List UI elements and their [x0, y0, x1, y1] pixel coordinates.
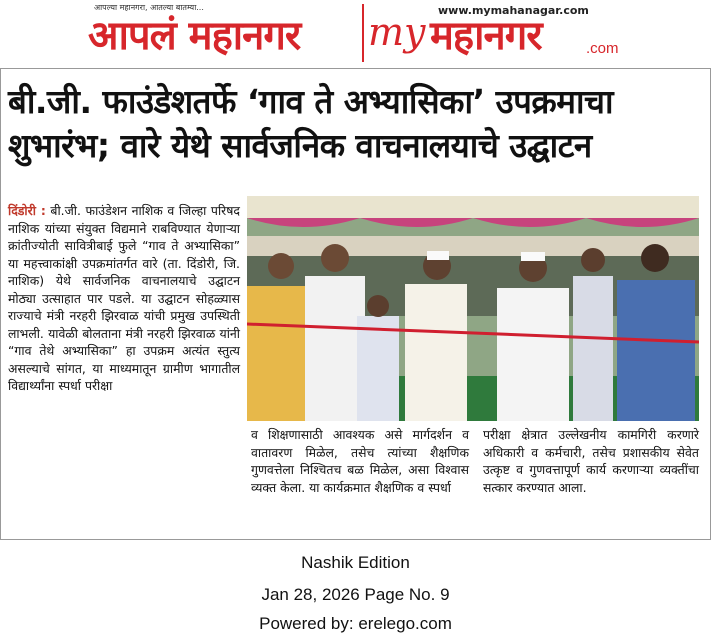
logo-divider	[362, 4, 364, 62]
logo-mahanagar[interactable]: महानगर	[430, 13, 542, 59]
date-page-label: Jan 28, 2026 Page No. 9	[261, 585, 450, 604]
ribbon-cutting-photo	[247, 196, 699, 421]
article-body-left: बी.जी. फाउंडेशन नाशिक व जिल्हा परिषद नाशिक यांच्या संयुक्त विद्यमाने राबविण्यात येणाऱ्या क्रांतीज्योती सावित्रीबाई फुले “गाव ते अभ्यासिका” या महत्त्वाकांक्षी उपक्रमांतर्गत वारे (ता. दिंडोरी, जि. नाशिक) येथे सार्वजनिक वाचनालयाचे उद्घाटन मोठ्या उत्साहात पार पडले. या उद्घाटन सोहळ्यास राज्याचे मंत्री नरहरी झिरवाळ यांची प्रमुख उपस्थिती लाभली. यावेळी बोलताना मंत्री नरहरी झिरवाळ यांनी “गाव तेथे अभ्यासिका” हा उपक्रम अत्यंत स्तुत्य असल्याचे सांगत, या माध्यमातून ग्रामीण भागातील विद्यार्थ्यांना स्पर्धा परीक्षा	[8, 203, 240, 393]
edition-label: Nashik Edition	[301, 553, 410, 572]
article-photo	[247, 196, 699, 421]
article-column-middle: व शिक्षणासाठी आवश्यक असे मार्गदर्शन व वातावरण मिळेल, तसेच त्यांच्या शैक्षणिक गुणवत्तेला निश्चितच बळ मिळेल, असा विश्वास व्यक्त केला. या कार्यक्रमात शैक्षणिक व स्पर्धा	[251, 427, 469, 495]
dateline-place: दिंडोरी :	[8, 203, 46, 218]
logo-url[interactable]: www.mymahanagar.com	[438, 4, 589, 17]
logo-com: .com	[586, 40, 619, 57]
article-headline: बी.जी. फाउंडेशतर्फे ‘गाव ते अभ्यासिका’ उपक्रमाचा शुभारंभ; वारे येथे सार्वजनिक वाचनालयाचे उद्घाटन	[8, 82, 614, 165]
logo-my: my	[368, 10, 426, 54]
logo-aapla-mahanagar[interactable]: आपलं महानगर	[88, 13, 301, 59]
article-column-left	[8, 202, 240, 395]
powered-by-link[interactable]: Powered by: erelego.com	[259, 614, 452, 633]
article-column-right: परीक्षा क्षेत्रात उल्लेखनीय कामगिरी करणारे अधिकारी व कर्मचारी, तसेच प्रशासकीय सेवेत उत्कृष्ट व गुणवत्तापूर्ण कार्य करणाऱ्या व्यक्तींचा सत्कार करण्यात आला.	[483, 427, 699, 495]
masthead-tagline: आपल्या महानगरा, आतल्या बातम्या...	[94, 3, 204, 12]
masthead	[0, 0, 711, 66]
